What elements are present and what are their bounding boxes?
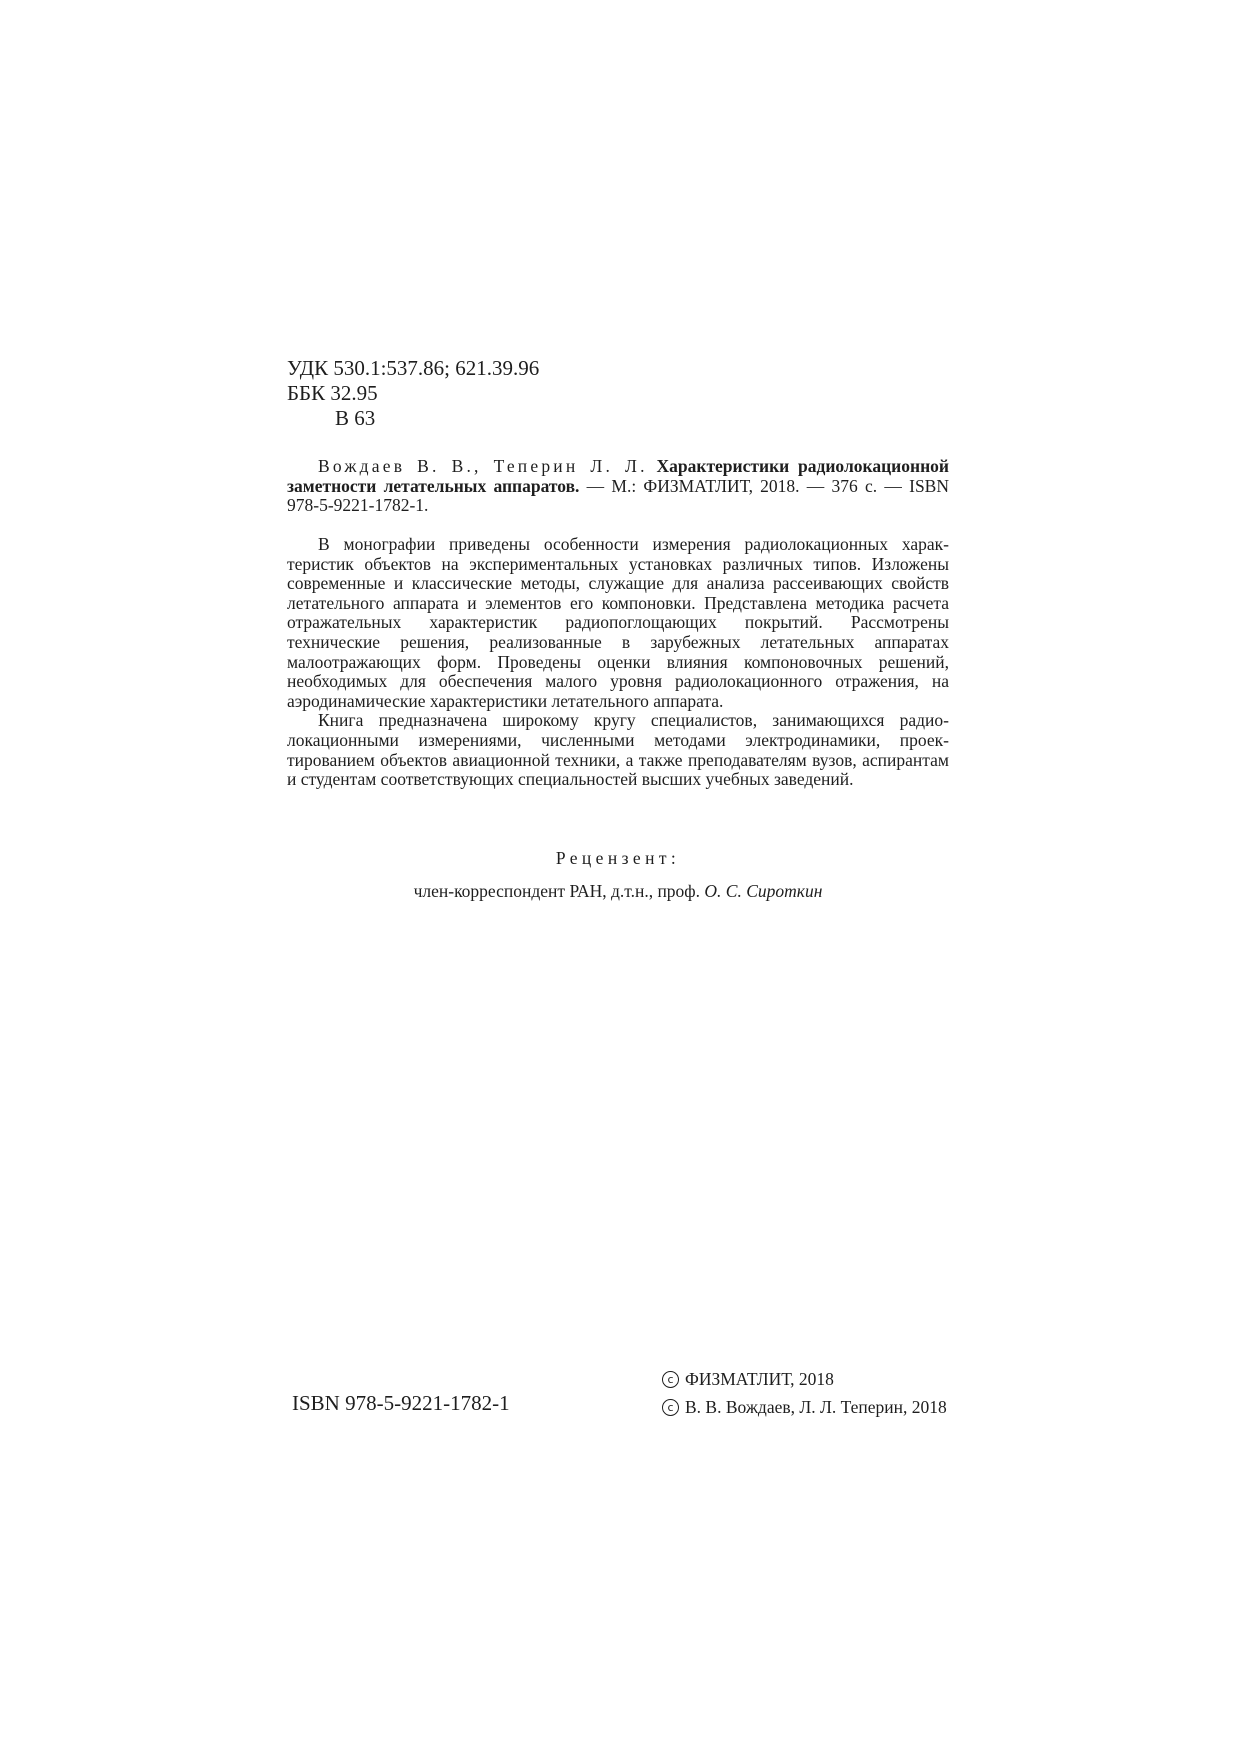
copyright-notices xyxy=(662,1365,947,1421)
copyright-authors xyxy=(662,1393,947,1421)
annotation xyxy=(287,535,949,790)
copyright-authors-text: В. В. Вождаев, Л. Л. Теперин, 2018 xyxy=(685,1397,947,1417)
bbk-code: ББК 32.95 xyxy=(287,381,378,405)
citation-authors: Вождаев В. В., Теперин Л. Л. xyxy=(318,456,648,476)
annotation-paragraph-2: Книга предназначена широкому кругу специалистов, занимающихся радиолокационными измерениями, численными методами электродинамики, проектированием объектов авиационной техники, а также преподавателям вузов, аспирантам и студентам соответствующих специальностей высших учебных заведений. xyxy=(287,710,949,790)
annotation-paragraph-1: В монографии приведены особенности измерения радиолокационных характеристик объектов на экспериментальных установках различных типов. Изложены современные и классические методы, служащие для анализа рассеивающих свойств летательного аппарата и элементов его компоновки. Представлена методика расчета отражательных характеристик радиопоглощающих покрытий. Рассмотрены технические решения, реализованные в зарубежных летательных аппаратах малоотражающих форм. Проведены оценки влияния компоновочных решений, необходимых для обеспечения малого уровня радиолокационного отражения, на аэродинамические характеристики летательного аппарата. xyxy=(287,534,949,711)
isbn-number: ISBN 978-5-9221-1782-1 xyxy=(292,1391,510,1415)
reviewer-line xyxy=(287,881,949,902)
bibliographic-citation xyxy=(287,457,949,516)
reviewer-name: О. С. Сироткин xyxy=(704,881,823,901)
reviewer-heading: Рецензент: xyxy=(555,848,681,868)
copyright-icon: c xyxy=(662,1371,679,1388)
author-mark: В 63 xyxy=(335,406,376,430)
citation-title: Характеристики радиолокационной заметности летательных аппаратов. xyxy=(287,456,950,496)
copyright-icon: c xyxy=(662,1399,679,1416)
citation-publication: — М.: ФИЗМАТЛИТ, 2018. — 376 с. — ISBN 978-5-9221-1782-1. xyxy=(287,475,949,516)
udk-code: УДК 530.1:537.86; 621.39.96 xyxy=(287,356,540,380)
reviewer-credentials: член-корреспондент РАН, д.т.н., проф. xyxy=(413,881,705,901)
classification-codes xyxy=(287,356,539,431)
copyright-publisher xyxy=(662,1365,947,1393)
copyright-publisher-text: ФИЗМАТЛИТ, 2018 xyxy=(685,1369,834,1389)
